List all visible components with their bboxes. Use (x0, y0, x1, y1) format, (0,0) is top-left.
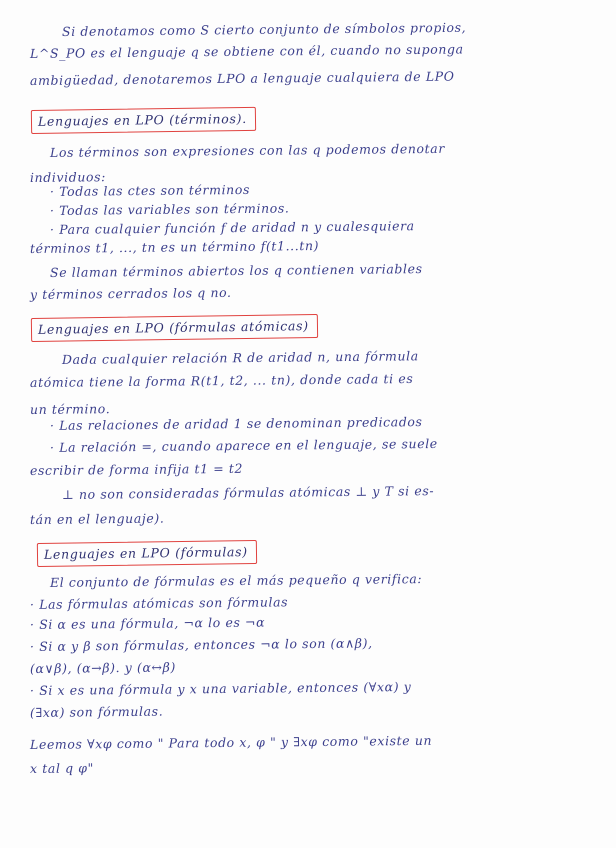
formulas-line-4: · Si α y β son fórmulas, entonces ¬α lo son (α∧β), (29, 635, 373, 654)
terms-line-6: términos t1, ..., tn es un término f(t1...tn) (29, 237, 320, 256)
formulas-line-2: · Las fórmulas atómicas son fórmulas (29, 594, 289, 612)
atomic-line-8: tán en el lenguaje). (29, 510, 165, 527)
atomic-line-7: ⊥ no son consideradas fórmulas atómicas ⊥ y T si es- (61, 483, 435, 502)
section-title-terms: Lenguajes en LPO (términos). (31, 107, 256, 134)
formulas-line-3: · Si α es una fórmula, ¬α lo es ¬α (29, 614, 266, 632)
terms-line-8: y términos cerrados los q no. (29, 284, 232, 302)
atomic-line-3: un término. (29, 401, 111, 417)
intro-line-2: L^S_PO es el lenguaje q se obtiene con él, cuando no suponga (29, 41, 464, 61)
terms-line-1: Los términos son expresiones con las q podemos denotar (49, 140, 445, 160)
atomic-line-1: Dada cualquier relación R de aridad n, una fórmula (61, 348, 419, 367)
formulas-line-5: (α∨β), (α→β). y (α↔β) (29, 659, 176, 676)
atomic-line-2: atómica tiene la forma R(t1, t2, ... tn), donde cada ti es (29, 370, 414, 390)
formulas-line-7: (∃xα) son fórmulas. (29, 703, 164, 720)
intro-line-1: Si denotamos como S cierto conjunto de símbolos propios, (61, 19, 467, 39)
atomic-line-6: escribir de forma infija t1 = t2 (29, 460, 244, 478)
terms-line-3: · Todas las ctes son términos (49, 181, 250, 199)
terms-line-2: individuos: (29, 169, 106, 185)
reading-line-1: Leemos ∀xφ como " Para todo x, φ " y ∃xφ como "existe un (29, 732, 433, 752)
intro-line-3: ambigüedad, denotaremos LPO a lenguaje cualquiera de LPO (29, 68, 455, 88)
terms-line-7: Se llaman términos abiertos los q contienen variables (49, 261, 423, 280)
terms-line-5: · Para cualquier función f de aridad n y cualesquiera (49, 218, 415, 237)
formulas-line-1: El conjunto de fórmulas es el más pequeño q verifica: (49, 571, 423, 590)
formulas-line-6: · Si x es una fórmula y x una variable, entonces (∀xα) y (29, 679, 412, 698)
atomic-line-4: · Las relaciones de aridad 1 se denominan predicados (49, 414, 423, 433)
atomic-line-5: · La relación =, cuando aparece en el lenguaje, se suele (49, 435, 438, 455)
section-title-formulas: Lenguajes en LPO (fórmulas) (37, 540, 257, 567)
reading-line-2: x tal q φ" (29, 760, 95, 776)
terms-line-4: · Todas las variables son términos. (49, 200, 290, 218)
section-title-atomic-formulas: Lenguajes en LPO (fórmulas atómicas) (31, 314, 318, 342)
